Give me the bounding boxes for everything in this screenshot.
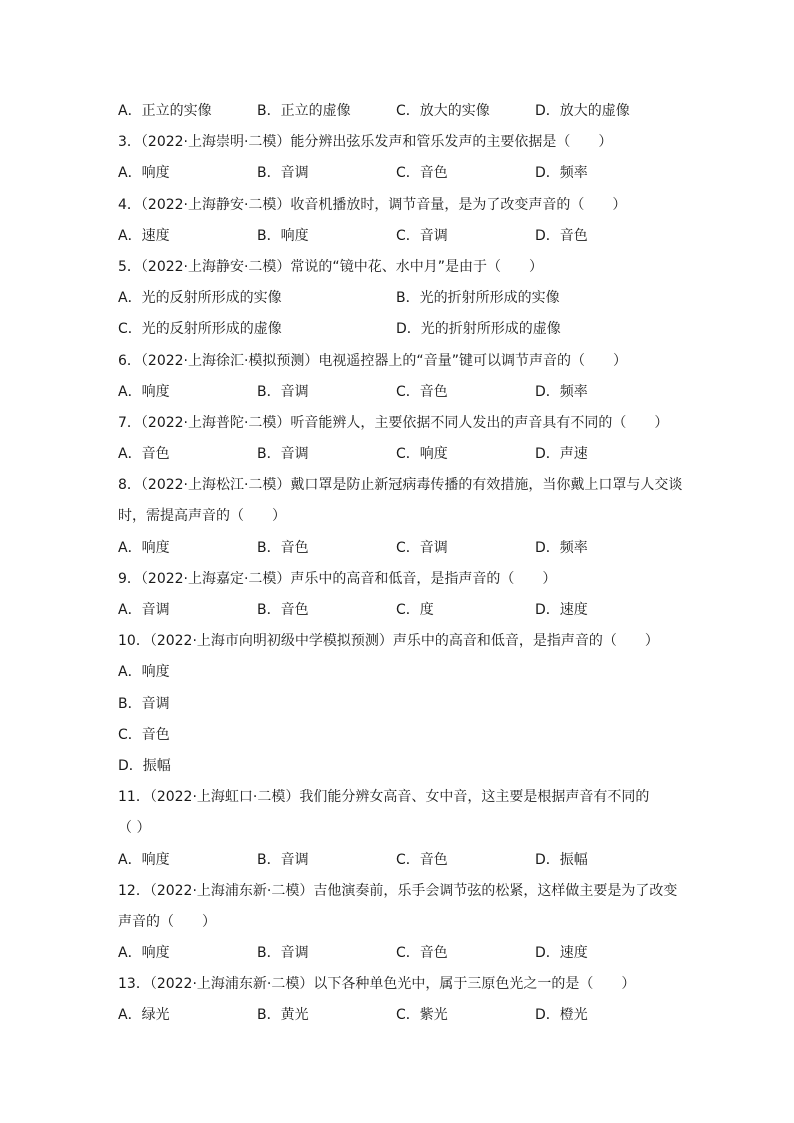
answer-options-row — [118, 314, 678, 345]
answer-option: A．速度 — [118, 227, 170, 244]
question-text-line: 8．（2022·上海松江·二模）戴口罩是防止新冠病毒传播的有效措施，当你戴上口罩与人交谈 — [118, 477, 683, 494]
answer-option: B．音调 — [257, 446, 309, 463]
answer-option: C．紫光 — [396, 1007, 448, 1024]
answer-option: D．速度 — [535, 945, 588, 962]
answer-option: A．响度 — [118, 945, 170, 962]
answer-option: C．放大的实像 — [396, 103, 490, 119]
answer-options-row — [118, 533, 678, 564]
answer-options-row — [118, 221, 678, 252]
answer-option: D．频率 — [535, 383, 588, 400]
answer-options-row — [118, 158, 678, 189]
answer-option: D．光的折射所形成的虚像 — [396, 321, 561, 338]
answer-option: B．音色 — [257, 539, 309, 556]
answer-options-row — [118, 595, 678, 626]
answer-option: D．频率 — [535, 539, 588, 556]
answer-option: A．响度 — [118, 165, 170, 182]
answer-option: A．音色 — [118, 446, 170, 463]
answer-option: C．响度 — [396, 446, 448, 463]
question-text-line: 7．（2022·上海普陀·二模）听音能辨人，主要依据不同人发出的声音具有不同的（ ） — [118, 414, 669, 431]
answer-option: B．音调 — [257, 945, 309, 962]
question-list — [118, 96, 683, 1032]
answer-options-row — [118, 439, 678, 470]
answer-option: C．音色 — [396, 165, 448, 182]
answer-option: A．光的反射所形成的实像 — [118, 290, 282, 307]
answer-option: D．频率 — [535, 165, 588, 182]
question-text-line: 时，需提高声音的（ ） — [118, 508, 286, 525]
answer-option: C．度 — [396, 602, 434, 618]
question-text-line: 10．（2022·上海市向明初级中学模拟预测）声乐中的高音和低音，是指声音的（ ） — [118, 633, 659, 650]
answer-option: A．响度 — [118, 383, 170, 400]
answer-option: D．声速 — [535, 446, 588, 463]
answer-option: A．正立的实像 — [118, 103, 212, 119]
answer-option: C．音色 — [396, 383, 448, 400]
question-text-line: 6．（2022·上海徐汇·模拟预测）电视遥控器上的“音量”键可以调节声音的（ ） — [118, 352, 627, 369]
answer-option: D．橙光 — [535, 1007, 588, 1024]
question-text-line: 9．（2022·上海嘉定·二模）声乐中的高音和低音，是指声音的（ ） — [118, 570, 557, 587]
answer-option: A．响度 — [118, 539, 170, 556]
answer-options-row — [118, 283, 678, 314]
answer-options-row — [118, 845, 678, 876]
answer-option: B．光的折射所形成的实像 — [396, 290, 560, 307]
answer-option: A．绿光 — [118, 1007, 170, 1024]
answer-option: B．音调 — [257, 851, 309, 868]
answer-option: C．光的反射所形成的虚像 — [118, 321, 282, 338]
answer-option: B．响度 — [257, 227, 309, 244]
answer-option: D．音色 — [535, 227, 588, 244]
question-text-line: B．音调 — [118, 695, 170, 712]
answer-option: B．音调 — [257, 165, 309, 182]
question-text-line: 11．（2022·上海虹口·二模）我们能分辨女高音、女中音，这主要是根据声音有不同的 — [118, 789, 650, 806]
answer-option: A．音调 — [118, 602, 170, 618]
answer-option: C．音色 — [396, 945, 448, 962]
question-text-line: 3．（2022·上海崇明·二模）能分辨出弦乐发声和管乐发声的主要依据是（ ） — [118, 134, 613, 151]
answer-option: B．正立的虚像 — [257, 103, 351, 119]
question-text-line: 13．（2022·上海浦东新·二模）以下各种单色光中，属于三原色光之一的是（ ） — [118, 976, 636, 993]
answer-option: B．音调 — [257, 383, 309, 400]
answer-options-row — [118, 377, 678, 408]
question-text-line: （ ） — [118, 820, 151, 837]
answer-option: A．响度 — [118, 851, 170, 868]
answer-option: D．振幅 — [535, 851, 588, 868]
answer-option: C．音调 — [396, 227, 448, 244]
answer-option: B．黄光 — [257, 1007, 309, 1024]
question-text-line: C．音色 — [118, 726, 170, 743]
question-text-line: 4．（2022·上海静安·二模）收音机播放时，调节音量，是为了改变声音的（ ） — [118, 196, 627, 213]
question-text-line: D．振幅 — [118, 757, 171, 774]
answer-option: C．音调 — [396, 539, 448, 556]
answer-option: C．音色 — [396, 851, 448, 868]
answer-options-row — [118, 1000, 678, 1031]
answer-options-row — [118, 938, 678, 969]
question-text-line: 12．（2022·上海浦东新·二模）吉他演奏前，乐手会调节弦的松紧，这样做主要是为了改变 — [118, 882, 678, 899]
answer-option: B．音色 — [257, 602, 309, 618]
answer-option: D．放大的虚像 — [535, 103, 630, 119]
question-text-line: 5．（2022·上海静安·二模）常说的“镜中花、水中月”是由于（ ） — [118, 258, 543, 275]
answer-options-row — [118, 96, 678, 127]
question-text-line: A．响度 — [118, 664, 170, 681]
answer-option: D．速度 — [535, 602, 588, 618]
question-text-line: 声音的（ ） — [118, 913, 216, 930]
